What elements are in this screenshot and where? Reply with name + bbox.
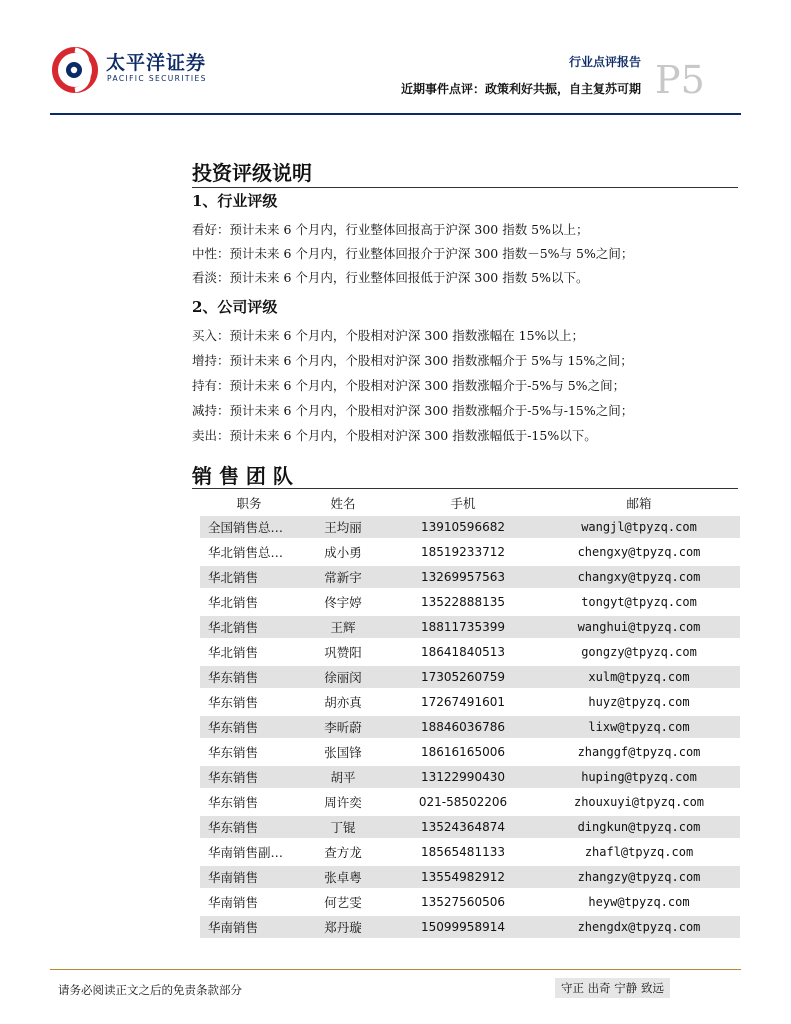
row-name: 查方龙 [324,845,362,860]
row-role: 华北销售 [208,595,259,610]
row-email: wangjl@tpyzq.com [538,516,740,538]
row-role: 华南销售 [200,866,298,888]
company-logo [50,44,210,94]
column-header-role: 职务 [236,496,262,511]
row-role: 华东销售 [200,716,298,738]
logo-text-en: PACIFIC SECURITIES [107,74,207,83]
row-email: xulm@tpyzq.com [538,666,740,688]
row-name: 何艺雯 [324,895,362,910]
company-rating-line: 增持：预计未来 6 个月内，个股相对沪深 300 指数涨幅介于 5%与 15%之间； [192,353,633,368]
row-name: 王均丽 [298,516,388,538]
table-header-row [200,493,740,513]
company-rating-line: 减持：预计未来 6 个月内，个股相对沪深 300 指数涨幅介于-5%与-15%之间； [192,403,634,418]
row-email: tongyt@tpyzq.com [581,595,697,609]
sales-team-divider [192,488,738,489]
row-role: 华南销售副… [208,845,284,860]
row-role: 华南销售 [200,916,298,938]
row-phone: 18616165006 [421,745,505,759]
row-phone: 18811735399 [388,616,538,638]
logo-text-cn: 太平洋证券 [106,52,207,74]
rating-section-divider [192,187,738,188]
page-number: P5 [655,58,705,102]
table-row [200,616,740,638]
row-phone: 13554982912 [388,866,538,888]
row-email: chengxy@tpyzq.com [577,545,701,559]
column-header-email: 邮箱 [626,496,652,511]
table-row [200,716,740,738]
table-row [200,566,740,588]
column-header-name: 姓名 [330,496,356,511]
row-email: wanghui@tpyzq.com [538,616,740,638]
row-email: lixw@tpyzq.com [538,716,740,738]
row-phone: 18846036786 [388,716,538,738]
table-row [200,666,740,688]
industry-rating-title: 1、行业评级 [192,192,278,210]
industry-rating-line: 看好：预计未来 6 个月内，行业整体回报高于沪深 300 指数 5%以上； [192,222,589,237]
row-phone: 18565481133 [421,845,505,859]
row-role: 华北销售 [208,645,259,660]
footer-disclaimer: 请务必阅读正文之后的免责条款部分 [58,983,242,997]
row-phone: 17305260759 [388,666,538,688]
row-email: huyz@tpyzq.com [588,695,690,709]
row-role: 华东销售 [208,695,259,710]
row-name: 郑丹璇 [298,916,388,938]
row-name: 胡亦真 [324,695,362,710]
table-row [200,541,740,563]
row-role: 全国销售总… [200,516,298,538]
sales-team-table [200,490,740,941]
column-header-phone: 手机 [450,496,476,511]
row-email: huping@tpyzq.com [538,766,740,788]
row-name: 佟宇婷 [324,595,362,610]
row-name: 巩赞阳 [324,645,362,660]
row-phone: 13524364874 [388,816,538,838]
table-row [200,691,740,713]
footer-slogan: 守正 出奇 宁静 致远 [555,978,670,998]
row-phone: 17267491601 [421,695,505,709]
row-email: zhouxuyi@tpyzq.com [573,795,705,809]
industry-rating-line: 看淡：预计未来 6 个月内，行业整体回报低于沪深 300 指数 5%以下。 [192,270,589,285]
row-name: 李昕蔚 [298,716,388,738]
row-phone: 021-58502206 [418,795,508,809]
row-email: zhengdx@tpyzq.com [538,916,740,938]
row-name: 常新宇 [298,566,388,588]
row-name: 胡平 [298,766,388,788]
row-name: 张国锋 [324,745,362,760]
table-row [200,841,740,863]
row-email: changxy@tpyzq.com [538,566,740,588]
row-phone: 13269957563 [388,566,538,588]
sales-team-title: 销 售 团 队 [192,464,293,488]
header-divider [50,113,741,115]
table-row [200,891,740,913]
row-phone: 13122990430 [388,766,538,788]
row-role: 华东销售 [208,795,259,810]
rating-section-title: 投资评级说明 [192,161,312,185]
row-phone: 13910596682 [388,516,538,538]
row-email: zhanggf@tpyzq.com [577,745,701,759]
table-row [200,866,740,888]
row-email: zhangzy@tpyzq.com [538,866,740,888]
row-email: gongzy@tpyzq.com [581,645,697,659]
row-email: zhafl@tpyzq.com [584,845,694,859]
row-phone: 13527560506 [421,895,505,909]
row-phone: 15099958914 [388,916,538,938]
table-row [200,816,740,838]
company-rating-line: 卖出：预计未来 6 个月内，个股相对沪深 300 指数涨幅低于-15%以下。 [192,428,597,443]
row-name: 成小勇 [324,545,362,560]
row-phone: 18519233712 [421,545,505,559]
table-row [200,591,740,613]
row-name: 丁锟 [298,816,388,838]
company-rating-line: 买入：预计未来 6 个月内，个股相对沪深 300 指数涨幅在 15%以上； [192,328,584,343]
table-row [200,916,740,938]
company-rating-line: 持有：预计未来 6 个月内，个股相对沪深 300 指数涨幅介于-5%与 5%之间； [192,378,626,393]
sales-team-rows [200,516,740,938]
table-row [200,791,740,813]
row-name: 王辉 [298,616,388,638]
row-name: 张卓粤 [298,866,388,888]
industry-rating-line: 中性：预计未来 6 个月内，行业整体回报介于沪深 300 指数－5%与 5%之间； [192,246,634,261]
table-row [200,766,740,788]
table-row [200,741,740,763]
row-role: 华北销售总… [208,545,284,560]
row-name: 徐丽闵 [298,666,388,688]
row-role: 华东销售 [200,766,298,788]
row-email: heyw@tpyzq.com [588,895,690,909]
report-type: 行业点评报告 [568,55,641,69]
row-phone: 18641840513 [421,645,505,659]
row-role: 华东销售 [208,745,259,760]
row-role: 华东销售 [200,666,298,688]
row-role: 华东销售 [200,816,298,838]
table-row [200,516,740,538]
row-role: 华南销售 [208,895,259,910]
row-name: 周许奕 [324,795,362,810]
row-role: 华北销售 [200,616,298,638]
pacific-logo-icon [50,44,100,94]
footer-divider [50,969,741,970]
report-title: 近期事件点评：政策利好共振，自主复苏可期 [400,82,641,96]
row-phone: 13522888135 [421,595,505,609]
row-email: dingkun@tpyzq.com [538,816,740,838]
table-row [200,641,740,663]
company-rating-title: 2、公司评级 [192,298,278,316]
row-role: 华北销售 [200,566,298,588]
